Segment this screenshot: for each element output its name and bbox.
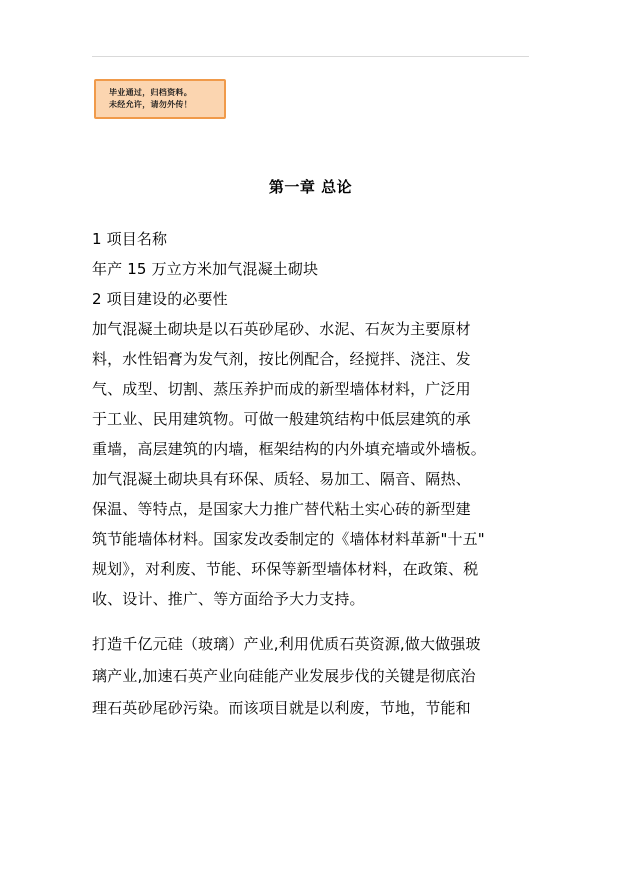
paragraph-line: 于工业、民用建筑物。可做一般建筑结构中低层建筑的承 xyxy=(92,410,471,428)
section-1-text: 年产 15 万立方米加气混凝土砌块 xyxy=(92,260,319,278)
section-2-heading: 2 项目建设的必要性 xyxy=(92,290,228,308)
header-rule xyxy=(92,56,529,57)
paragraph-line: 理石英砂尾砂污染。而该项目就是以利废，节地，节能和 xyxy=(92,699,471,717)
paragraph-line: 璃产业,加速石英产业向硅能产业发展步伐的关键是彻底治 xyxy=(92,667,476,685)
paragraph-line: 打造千亿元硅（玻璃）产业,利用优质石英资源,做大做强玻 xyxy=(92,635,481,653)
paragraph-line: 保温、等特点，是国家大力推广替代粘土实心砖的新型建 xyxy=(92,500,471,518)
section-1-heading: 1 项目名称 xyxy=(92,230,168,248)
section-2-paragraph-2 xyxy=(92,628,532,724)
notice-line-2: 未经允许，请勿外传！ xyxy=(109,100,192,109)
paragraph-line: 规划》，对利废、节能、环保等新型墙体材料，在政策、税 xyxy=(92,560,479,578)
notice-box xyxy=(94,79,226,119)
paragraph-line: 料，水性铝膏为发气剂，按比例配合，经搅拌、浇注、发 xyxy=(92,350,471,368)
paragraph-line: 重墙，高层建筑的内墙，框架结构的内外填充墙或外墙板。 xyxy=(92,440,486,458)
paragraph-line: 加气混凝土砌块具有环保、质轻、易加工、隔音、隔热、 xyxy=(92,470,471,488)
chapter-title: 第一章 总论 xyxy=(268,178,353,196)
paragraph-line: 收、设计、推广、等方面给予大力支持。 xyxy=(92,590,365,608)
paragraph-line: 加气混凝土砌块是以石英砂尾砂、水泥、石灰为主要原材 xyxy=(92,320,471,338)
section-2-paragraph-1 xyxy=(92,314,532,614)
document-body xyxy=(92,224,532,724)
paragraph-line: 气、成型、切割、蒸压养护而成的新型墙体材料，广泛用 xyxy=(92,380,471,398)
paragraph-line: 筑节能墙体材料。国家发改委制定的《墙体材料革新"十五" xyxy=(92,530,485,548)
paragraph-gap xyxy=(92,614,532,628)
notice-line-1: 毕业通过，归档资料。 xyxy=(109,88,192,97)
